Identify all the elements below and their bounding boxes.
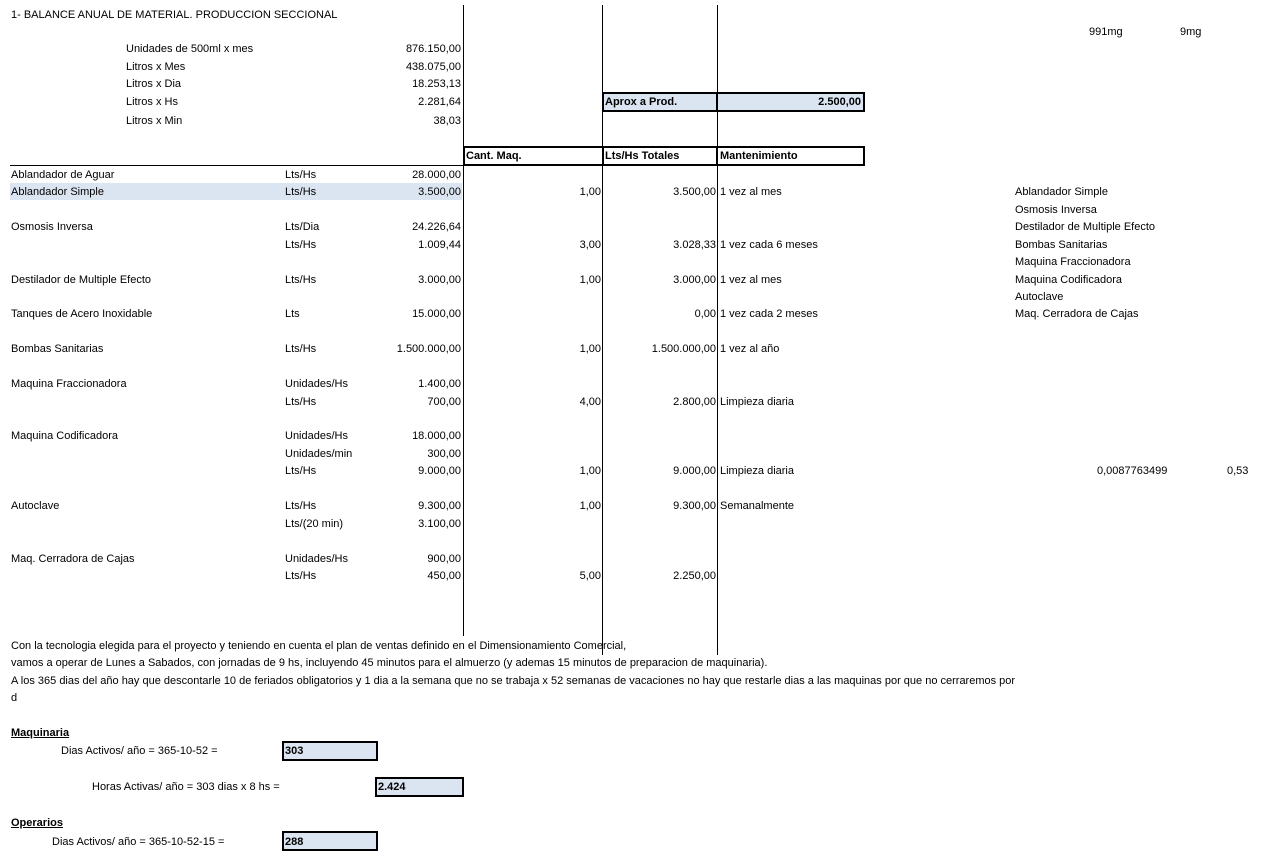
row-unit: Lts/Hs <box>285 570 317 582</box>
row-unit: Unidades/Hs <box>285 378 348 390</box>
row-name: Tanques de Acero Inoxidable <box>11 308 153 320</box>
row-mantenimiento: 1 vez cada 6 meses <box>720 239 818 251</box>
right-list-item: Maquina Codificadora <box>1015 274 1123 286</box>
row-mantenimiento: 1 vez al año <box>720 343 780 355</box>
right-list-item: Destilador de Multiple Efecto <box>1015 221 1156 233</box>
side-value-a: 0,0087763499 <box>1097 465 1168 477</box>
maquinaria-dias-label: Dias Activos/ año = 365-10-52 = <box>61 745 218 757</box>
top-right-value-a: 991mg <box>1089 26 1123 38</box>
maquinaria-heading: Maquinaria <box>11 727 70 739</box>
row-lts-total: 9.300,00 <box>673 500 716 512</box>
summary-value: 876.150,00 <box>405 43 461 55</box>
row-value: 1.400,00 <box>418 378 461 390</box>
sheet-title: 1- BALANCE ANUAL DE MATERIAL. PRODUCCION SECCIONAL <box>11 9 338 21</box>
row-unit: Unidades/min <box>285 448 353 460</box>
row-lts-total: 2.250,00 <box>673 570 716 582</box>
row-unit: Lts/Dia <box>285 221 320 233</box>
summary-value: 438.075,00 <box>405 61 461 73</box>
row-value: 450,00 <box>427 570 461 582</box>
row-mantenimiento: 1 vez al mes <box>720 274 782 286</box>
header-mant-label: Mantenimiento <box>720 150 798 162</box>
summary-label: Litros x Hs <box>126 96 178 108</box>
row-value: 300,00 <box>427 448 461 460</box>
paragraph-line: d <box>11 692 18 704</box>
table-top-rule <box>10 165 463 166</box>
right-list-item: Maquina Fraccionadora <box>1015 256 1131 268</box>
row-unit: Lts/Hs <box>285 239 317 251</box>
header-cant-label: Cant. Maq. <box>466 150 522 162</box>
right-list-item: Maq. Cerradora de Cajas <box>1015 308 1139 320</box>
row-unit: Lts/(20 min) <box>285 518 344 530</box>
right-list-item: Osmosis Inversa <box>1015 204 1097 216</box>
row-mantenimiento: Limpieza diaria <box>720 396 794 408</box>
row-lts-total: 1.500.000,00 <box>651 343 716 355</box>
row-lts-total: 0,00 <box>694 308 716 320</box>
row-unit: Lts/Hs <box>285 274 317 286</box>
paragraph-line: A los 365 dias del año hay que descontarle 10 de feriados obligatorios y 1 dia a la semana que no se trabaja x 52 semanas de vacaciones no hay que restarle dias a las maquinas por que no cerraremos por <box>11 675 1016 687</box>
summary-label: Litros x Mes <box>126 61 186 73</box>
row-unit: Lts/Hs <box>285 186 317 198</box>
side-value-b: 0,53 <box>1227 465 1249 477</box>
row-lts-total: 3.500,00 <box>673 186 716 198</box>
row-value: 18.000,00 <box>412 430 461 442</box>
row-unit: Lts/Hs <box>285 396 317 408</box>
row-name: Maq. Cerradora de Cajas <box>11 553 135 565</box>
row-name: Osmosis Inversa <box>11 221 93 233</box>
row-name: Ablandador de Aguar <box>11 169 115 181</box>
row-cant: 1,00 <box>579 186 601 198</box>
row-value: 1.500.000,00 <box>396 343 461 355</box>
row-cant: 1,00 <box>579 274 601 286</box>
right-list-item: Autoclave <box>1015 291 1064 303</box>
row-cant: 1,00 <box>579 465 601 477</box>
row-mantenimiento: 1 vez al mes <box>720 186 782 198</box>
summary-label: Litros x Min <box>126 115 183 127</box>
row-cant: 5,00 <box>579 570 601 582</box>
aprox-value: 2.500,00 <box>818 96 861 108</box>
row-lts-total: 9.000,00 <box>673 465 716 477</box>
row-value: 3.100,00 <box>418 518 461 530</box>
summary-value: 38,03 <box>433 115 461 127</box>
row-unit: Lts <box>285 308 300 320</box>
top-right-value-b: 9mg <box>1180 26 1202 38</box>
right-list-item: Ablandador Simple <box>1015 186 1108 198</box>
operarios-dias-label: Dias Activos/ año = 365-10-52-15 = <box>52 836 225 848</box>
row-value: 700,00 <box>427 396 461 408</box>
operarios-dias-value: 288 <box>285 836 304 848</box>
row-name: Maquina Codificadora <box>11 430 119 442</box>
row-lts-total: 2.800,00 <box>673 396 716 408</box>
row-value: 3.000,00 <box>418 274 461 286</box>
row-cant: 4,00 <box>579 396 601 408</box>
maquinaria-horas-label: Horas Activas/ año = 303 dias x 8 hs = <box>92 781 280 793</box>
row-unit: Lts/Hs <box>285 500 317 512</box>
row-name: Autoclave <box>11 500 60 512</box>
row-cant: 1,00 <box>579 500 601 512</box>
row-mantenimiento: Semanalmente <box>720 500 794 512</box>
maquinaria-dias-value: 303 <box>285 745 304 757</box>
header-lts-label: Lts/Hs Totales <box>605 150 680 162</box>
row-value: 900,00 <box>427 553 461 565</box>
row-value: 15.000,00 <box>412 308 461 320</box>
row-unit: Lts/Hs <box>285 465 317 477</box>
summary-label: Unidades de 500ml x mes <box>126 43 254 55</box>
summary-value: 18.253,13 <box>412 78 461 90</box>
paragraph-line: Con la tecnologia elegida para el proyecto y teniendo en cuenta el plan de ventas definido en el Dimensionamiento Comercial, <box>11 640 627 652</box>
row-unit: Unidades/Hs <box>285 553 348 565</box>
paragraph-line: vamos a operar de Lunes a Sabados, con jornadas de 9 hs, incluyendo 45 minutos para el almuerzo (y ademas 15 minutos de preparacion de maquinaria). <box>11 657 768 669</box>
row-value: 3.500,00 <box>418 186 461 198</box>
summary-value: 2.281,64 <box>418 96 461 108</box>
row-value: 28.000,00 <box>412 169 461 181</box>
row-unit: Lts/Hs <box>285 169 317 181</box>
row-name: Destilador de Multiple Efecto <box>11 274 152 286</box>
row-mantenimiento: 1 vez cada 2 meses <box>720 308 818 320</box>
summary-label: Litros x Dia <box>126 78 182 90</box>
maquinaria-horas-value: 2.424 <box>378 781 406 793</box>
row-lts-total: 3.000,00 <box>673 274 716 286</box>
row-name: Maquina Fraccionadora <box>11 378 127 390</box>
row-value: 24.226,64 <box>412 221 461 233</box>
row-unit: Unidades/Hs <box>285 430 348 442</box>
row-value: 9.300,00 <box>418 500 461 512</box>
right-list-item: Bombas Sanitarias <box>1015 239 1108 251</box>
row-cant: 3,00 <box>579 239 601 251</box>
row-lts-total: 3.028,33 <box>673 239 716 251</box>
row-name: Bombas Sanitarias <box>11 343 104 355</box>
row-value: 9.000,00 <box>418 465 461 477</box>
row-cant: 1,00 <box>579 343 601 355</box>
row-name: Ablandador Simple <box>11 186 104 198</box>
row-unit: Lts/Hs <box>285 343 317 355</box>
column-divider <box>463 5 464 636</box>
row-mantenimiento: Limpieza diaria <box>720 465 794 477</box>
aprox-label: Aprox a Prod. <box>605 96 678 108</box>
operarios-heading: Operarios <box>11 817 63 829</box>
row-value: 1.009,44 <box>418 239 461 251</box>
